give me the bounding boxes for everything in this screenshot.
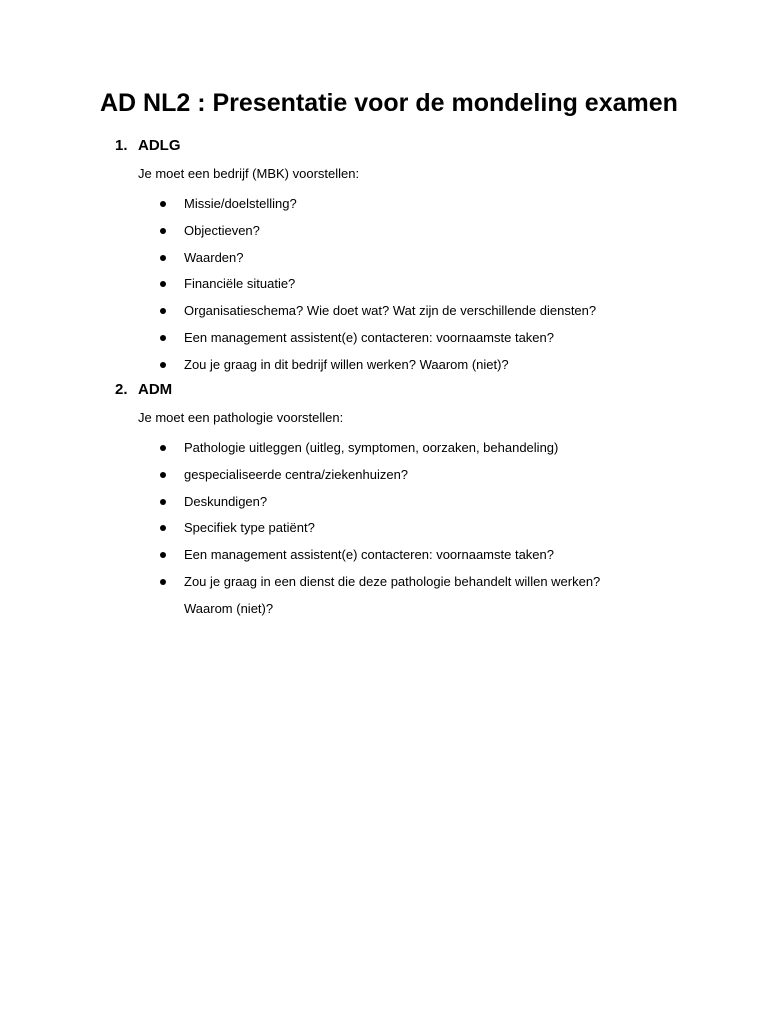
- bullet-icon: [160, 472, 166, 478]
- bullet-icon: [160, 579, 166, 585]
- bullet-icon: [160, 281, 166, 287]
- list-item: [0, 542, 768, 569]
- section-heading: ADLG: [138, 137, 181, 154]
- list-item-text: Financiële situatie?: [184, 276, 296, 292]
- list-item-text: Pathologie uitleggen (uitleg, symptomen, oorzaken, behandeling): [184, 440, 559, 455]
- section-number: 1.: [115, 137, 128, 154]
- list-item-text: gespecialiseerde centra/ziekenhuizen?: [184, 466, 409, 482]
- bullet-icon: [160, 362, 166, 368]
- section-number: 2.: [115, 381, 128, 398]
- section-intro: Je moet een bedrijf (MBK) voorstellen:: [138, 166, 360, 181]
- list-item: [0, 569, 768, 623]
- list-item: [0, 489, 768, 516]
- list-item: [0, 515, 768, 542]
- section-intro: Je moet een pathologie voorstellen:: [138, 410, 344, 425]
- bullet-list: [0, 191, 768, 379]
- list-item: [0, 245, 768, 272]
- list-item-text: Een management assistent(e) contacteren: voornaamste taken?: [184, 329, 554, 345]
- list-item-text: Specifiek type patiënt?: [184, 520, 315, 536]
- list-item: [0, 462, 768, 489]
- list-item-text: Deskundigen?: [184, 493, 268, 509]
- bullet-icon: [160, 201, 166, 207]
- list-item: [0, 298, 768, 325]
- bullet-icon: [160, 255, 166, 261]
- bullet-icon: [160, 552, 166, 558]
- document-title: AD NL2 : Presentatie voor de mondeling examen: [100, 89, 678, 117]
- list-item-text: Waarden?: [184, 249, 244, 265]
- list-item: [0, 352, 768, 379]
- bullet-icon: [160, 445, 166, 451]
- bullet-icon: [160, 228, 166, 234]
- list-item-text: Zou je graag in dit bedrijf willen werken? Waarom (niet)?: [184, 356, 509, 372]
- list-item-text: Organisatieschema? Wie doet wat? Wat zijn de verschillende diensten?: [184, 303, 597, 319]
- list-item-text: Een management assistent(e) contacteren: voornaamste taken?: [184, 547, 554, 563]
- list-item: [0, 218, 768, 245]
- list-item-text: Zou je graag in een dienst die deze pathologie behandelt willen werken? Waarom (niet)?: [184, 573, 601, 616]
- bullet-icon: [160, 335, 166, 341]
- list-item-text: Missie/doelstelling?: [184, 196, 297, 211]
- list-item: [0, 191, 768, 218]
- list-item-text: Objectieven?: [184, 222, 260, 238]
- bullet-icon: [160, 499, 166, 505]
- list-item: [0, 325, 768, 352]
- bullet-icon: [160, 525, 166, 531]
- bullet-icon: [160, 308, 166, 314]
- section-heading: ADM: [138, 381, 173, 398]
- bullet-list: [0, 435, 768, 623]
- list-item: [0, 271, 768, 298]
- list-item: [0, 435, 768, 462]
